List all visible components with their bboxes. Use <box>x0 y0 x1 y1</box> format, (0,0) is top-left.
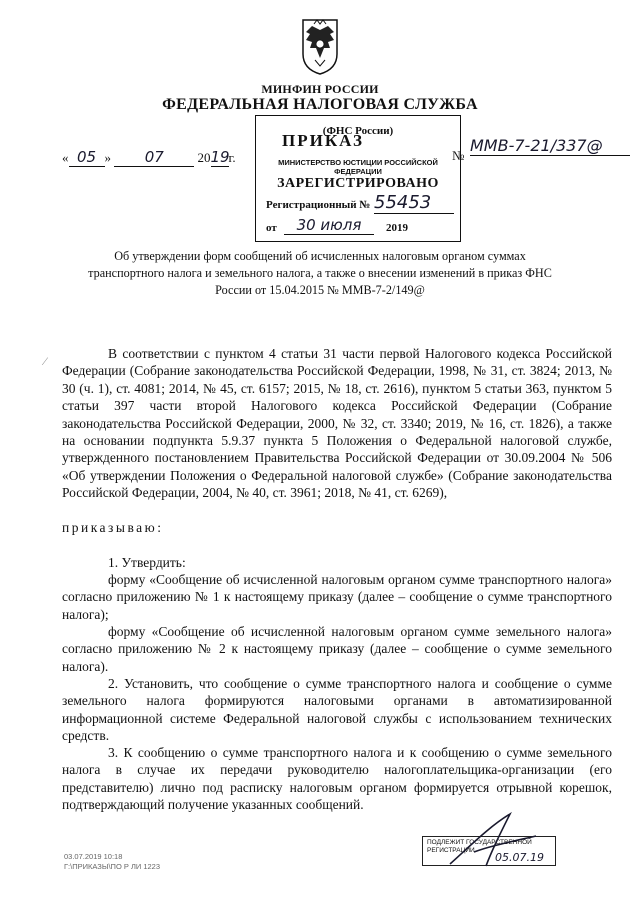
stamp-reg-number: 55453 <box>374 192 454 214</box>
order-title: ПРИКАЗ <box>282 131 364 150</box>
stamp-reg-label: Регистрационный № <box>266 199 371 211</box>
item-2: 2. Установить, что сообщение о сумме транспортного налога и сообщение о сумме земельного налога формируются налоговыми органами в автоматизированной информационной системе Федеральной налоговой службы с использованием технических средств. <box>62 676 612 744</box>
preamble: В соответствии с пунктом 4 статьи 31 части первой Налогового кодекса Российской Федерации (Собрание законодательства Российской Федерации, 1998, № 31, ст. 3824; 2013, № 30 (ч. 1), ст. 4081; 2014, № 45, ст. 6157; 2015, № 18, ст. 2616), пунктом 5 статьи 363, пунктом 5 статьи 397 части второй Налогового кодекса Российской Федерации (Собрание законодательства Российской Федерации, 2000, № 32, ст. 3340; 2019, № 16, ст. 1826), а также на основании подпункта 5.9.37 пункта 5 Положения о Федеральной налоговой службе, утвержденного постановлением Правительства Российской Федерации от 30.09.2004 № 506 «Об утверждении Положения о Федеральной налоговой службе» (Собрание законодательства Российской Федерации, 2004, № 40, ст. 3961; 2018, № 41, ст. 6269), <box>62 346 612 501</box>
date-quote-close: » <box>104 150 111 165</box>
stamp-ministry: МИНИСТЕРСТВО ЮСТИЦИИ РОССИЙСКОЙ ФЕДЕРАЦИИ <box>278 158 438 176</box>
stamp-date: 30 июля <box>284 216 374 235</box>
stamp-year: 2019 <box>386 222 408 234</box>
date-quote-open: « <box>62 150 69 165</box>
print-date: 03.07.2019 10:18 <box>64 852 123 861</box>
print-info <box>64 852 160 872</box>
number-sign: № <box>452 148 465 163</box>
date-suffix: г. <box>228 150 236 165</box>
date-year: 19 <box>210 148 230 166</box>
service-name: ФЕДЕРАЛЬНАЯ НАЛОГОВАЯ СЛУЖБА <box>162 96 478 113</box>
item-1b: форму «Сообщение об исчисленной налоговым органом сумме земельного налога» согласно приложению № 2 к настоящему приказу (далее – сообщение о сумме земельного налога). <box>62 624 612 674</box>
ministry-name: МИНФИН РОССИИ <box>261 82 379 96</box>
reg-box-date: 05.07.19 <box>495 851 544 864</box>
order-verb: приказываю: <box>62 520 164 535</box>
date-day: 05 <box>69 148 105 167</box>
order-date <box>62 148 236 167</box>
reg-box-text: ПОДЛЕЖИТ ГОСУДАРСТВЕННОЙ РЕГИСТРАЦИИ <box>427 839 532 854</box>
coat-of-arms-icon <box>300 14 340 76</box>
item-1: 1. Утвердить: <box>108 555 186 570</box>
item-1a: форму «Сообщение об исчисленной налоговым органом сумме транспортного налога» согласно приложению № 1 к настоящему приказу (далее – сообщение о сумме транспортного налога); <box>62 572 612 622</box>
signature <box>440 806 550 875</box>
date-year-prefix: 20 <box>197 150 211 165</box>
stamp-service-short: (ФНС России) <box>322 125 394 137</box>
margin-mark: ⁄ <box>44 354 47 368</box>
stamp-date-prefix: от <box>266 222 277 234</box>
item-3: 3. К сообщению о сумме транспортного налога и к сообщению о сумме земельного налога в случае их передачи руководителю налогоплательщика-организации (его представителю) лично под расписку налоговым органом формируется отрывной корешок, подтверждающий получение указанных сообщений. <box>62 745 612 813</box>
order-subject: Об утверждении форм сообщений об исчисленных налоговым органом суммах транспортного налога и земельного налога, а также о внесении изменений в приказ ФНС России от 15.04.2015 № ММВ-7-2/149@ <box>88 249 552 297</box>
print-id: Г:\ПРИКАЗЫ\ПО Р ЛИ 1223 <box>64 862 161 871</box>
date-month: 07 <box>114 148 194 167</box>
order-number: ММВ-7-21/337@ <box>470 136 630 156</box>
stamp-registered: ЗАРЕГИСТРИРОВАНО <box>277 176 439 191</box>
